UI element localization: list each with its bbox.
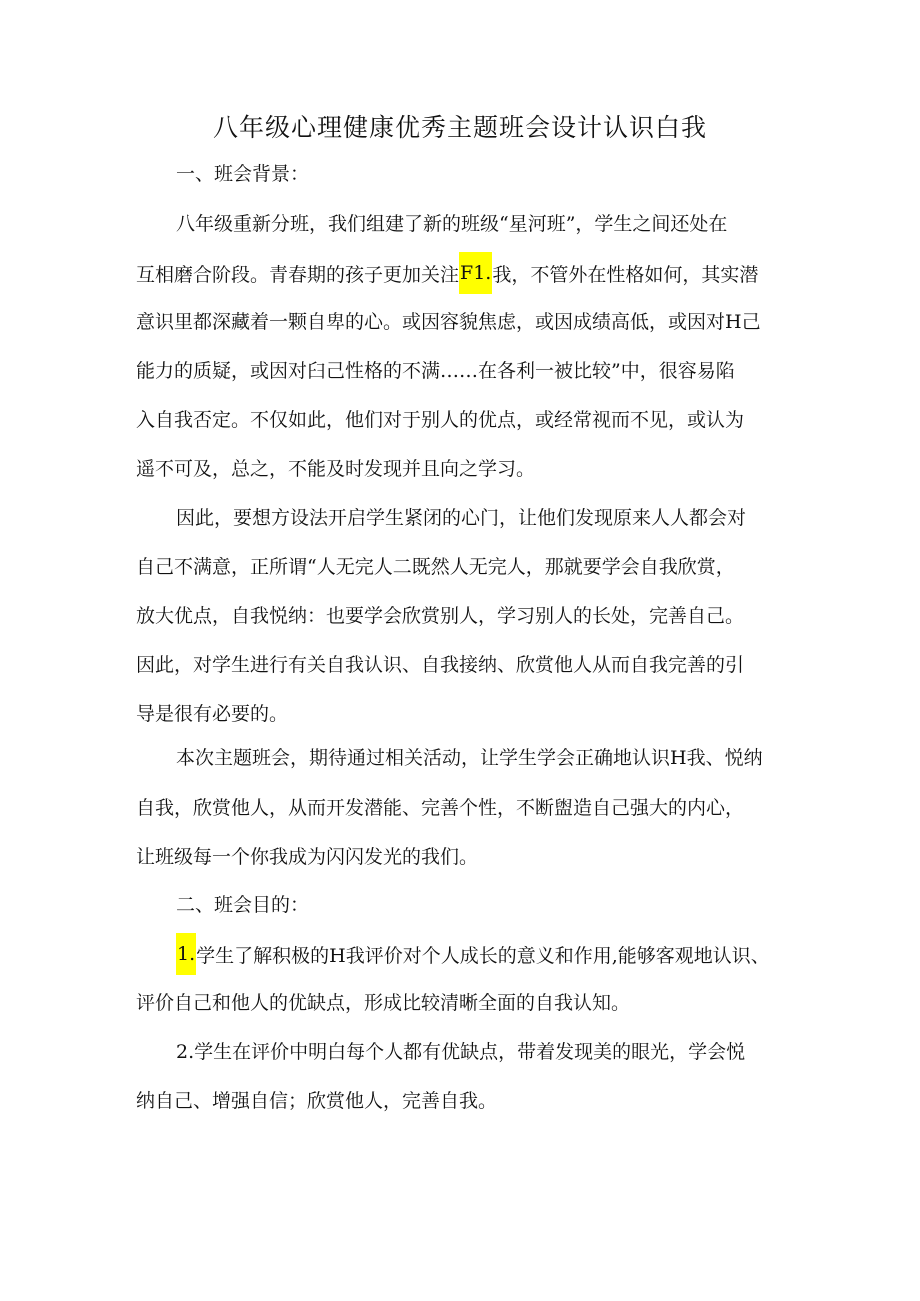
paragraph-line: 遥不可及，总之，不能及时发现并且向之学习。 (136, 458, 536, 480)
section-heading-goals: 二、班会目的： (176, 894, 310, 916)
paragraph-line: 意识里都深藏着一颗自卑的心。或因容貌焦虑，或因成绩高低，或因对H己 (136, 311, 761, 333)
paragraph-line: 让班级每一个你我成为闪闪发光的我们。 (136, 846, 479, 868)
highlighted-number: 1. (176, 933, 196, 975)
paragraph-line: 因此，要想方设法开启学生紧闭的心门，让他们发现原来人人都会对 (176, 507, 747, 529)
goal-line (176, 939, 770, 969)
line-text: 我，不管外在性格如何，其实潜 (492, 264, 759, 286)
paragraph-line: 能力的质疑，或因对臼己性格的不满……在各利一被比较”中，很容易陷 (136, 360, 735, 382)
line-text: 互相磨合阶段。青春期的孩子更加关注 (136, 264, 460, 286)
paragraph-line: 八年级重新分班，我们组建了新的班级“星河班”，学生之间还处在 (176, 213, 728, 235)
goal-line: 评价自己和他人的优缺点，形成比较清晰全面的自我认知。 (136, 992, 631, 1014)
section-heading-background: 一、班会背景： (176, 163, 310, 185)
document-title: 八年级心理健康优秀主题班会设计认识白我 (212, 113, 707, 142)
paragraph-line: 导是很有必要的。 (136, 703, 289, 725)
paragraph-line: 自己不满意，正所谓“人无完人二既然人无完人，那就要学会自我欣赏， (136, 556, 735, 578)
paragraph-line: 自我，欣赏他人，从而开发潜能、完善个性，不断盥造自己强大的内心， (136, 797, 745, 819)
highlighted-text: F1. (459, 252, 492, 294)
goal-line: 纳自己、增强自信；欣赏他人，完善自我。 (136, 1090, 498, 1112)
line-text: 学生了解积极的H我评价对个人成长的意义和作用,能够客观地认识、 (196, 945, 770, 967)
paragraph-line (136, 258, 758, 288)
goal-line: 2.学生在评价中明白每个人都有优缺点，带着发现美的眼光，学会悦 (176, 1041, 746, 1063)
paragraph-line: 放大优点，自我悦纳：也要学会欣赏别人，学习别人的长处，完善自己。 (136, 605, 745, 627)
paragraph-line: 本次主题班会，期待通过相关活动，让学生学会正确地认识H我、悦纳 (176, 747, 763, 769)
paragraph-line: 因此，对学生进行有关自我认识、自我接纳、欣赏他人从而自我完善的引 (136, 654, 745, 676)
paragraph-line: 入自我否定。不仅如此，他们对于别人的优点，或经常视而不见，或认为 (136, 409, 745, 431)
